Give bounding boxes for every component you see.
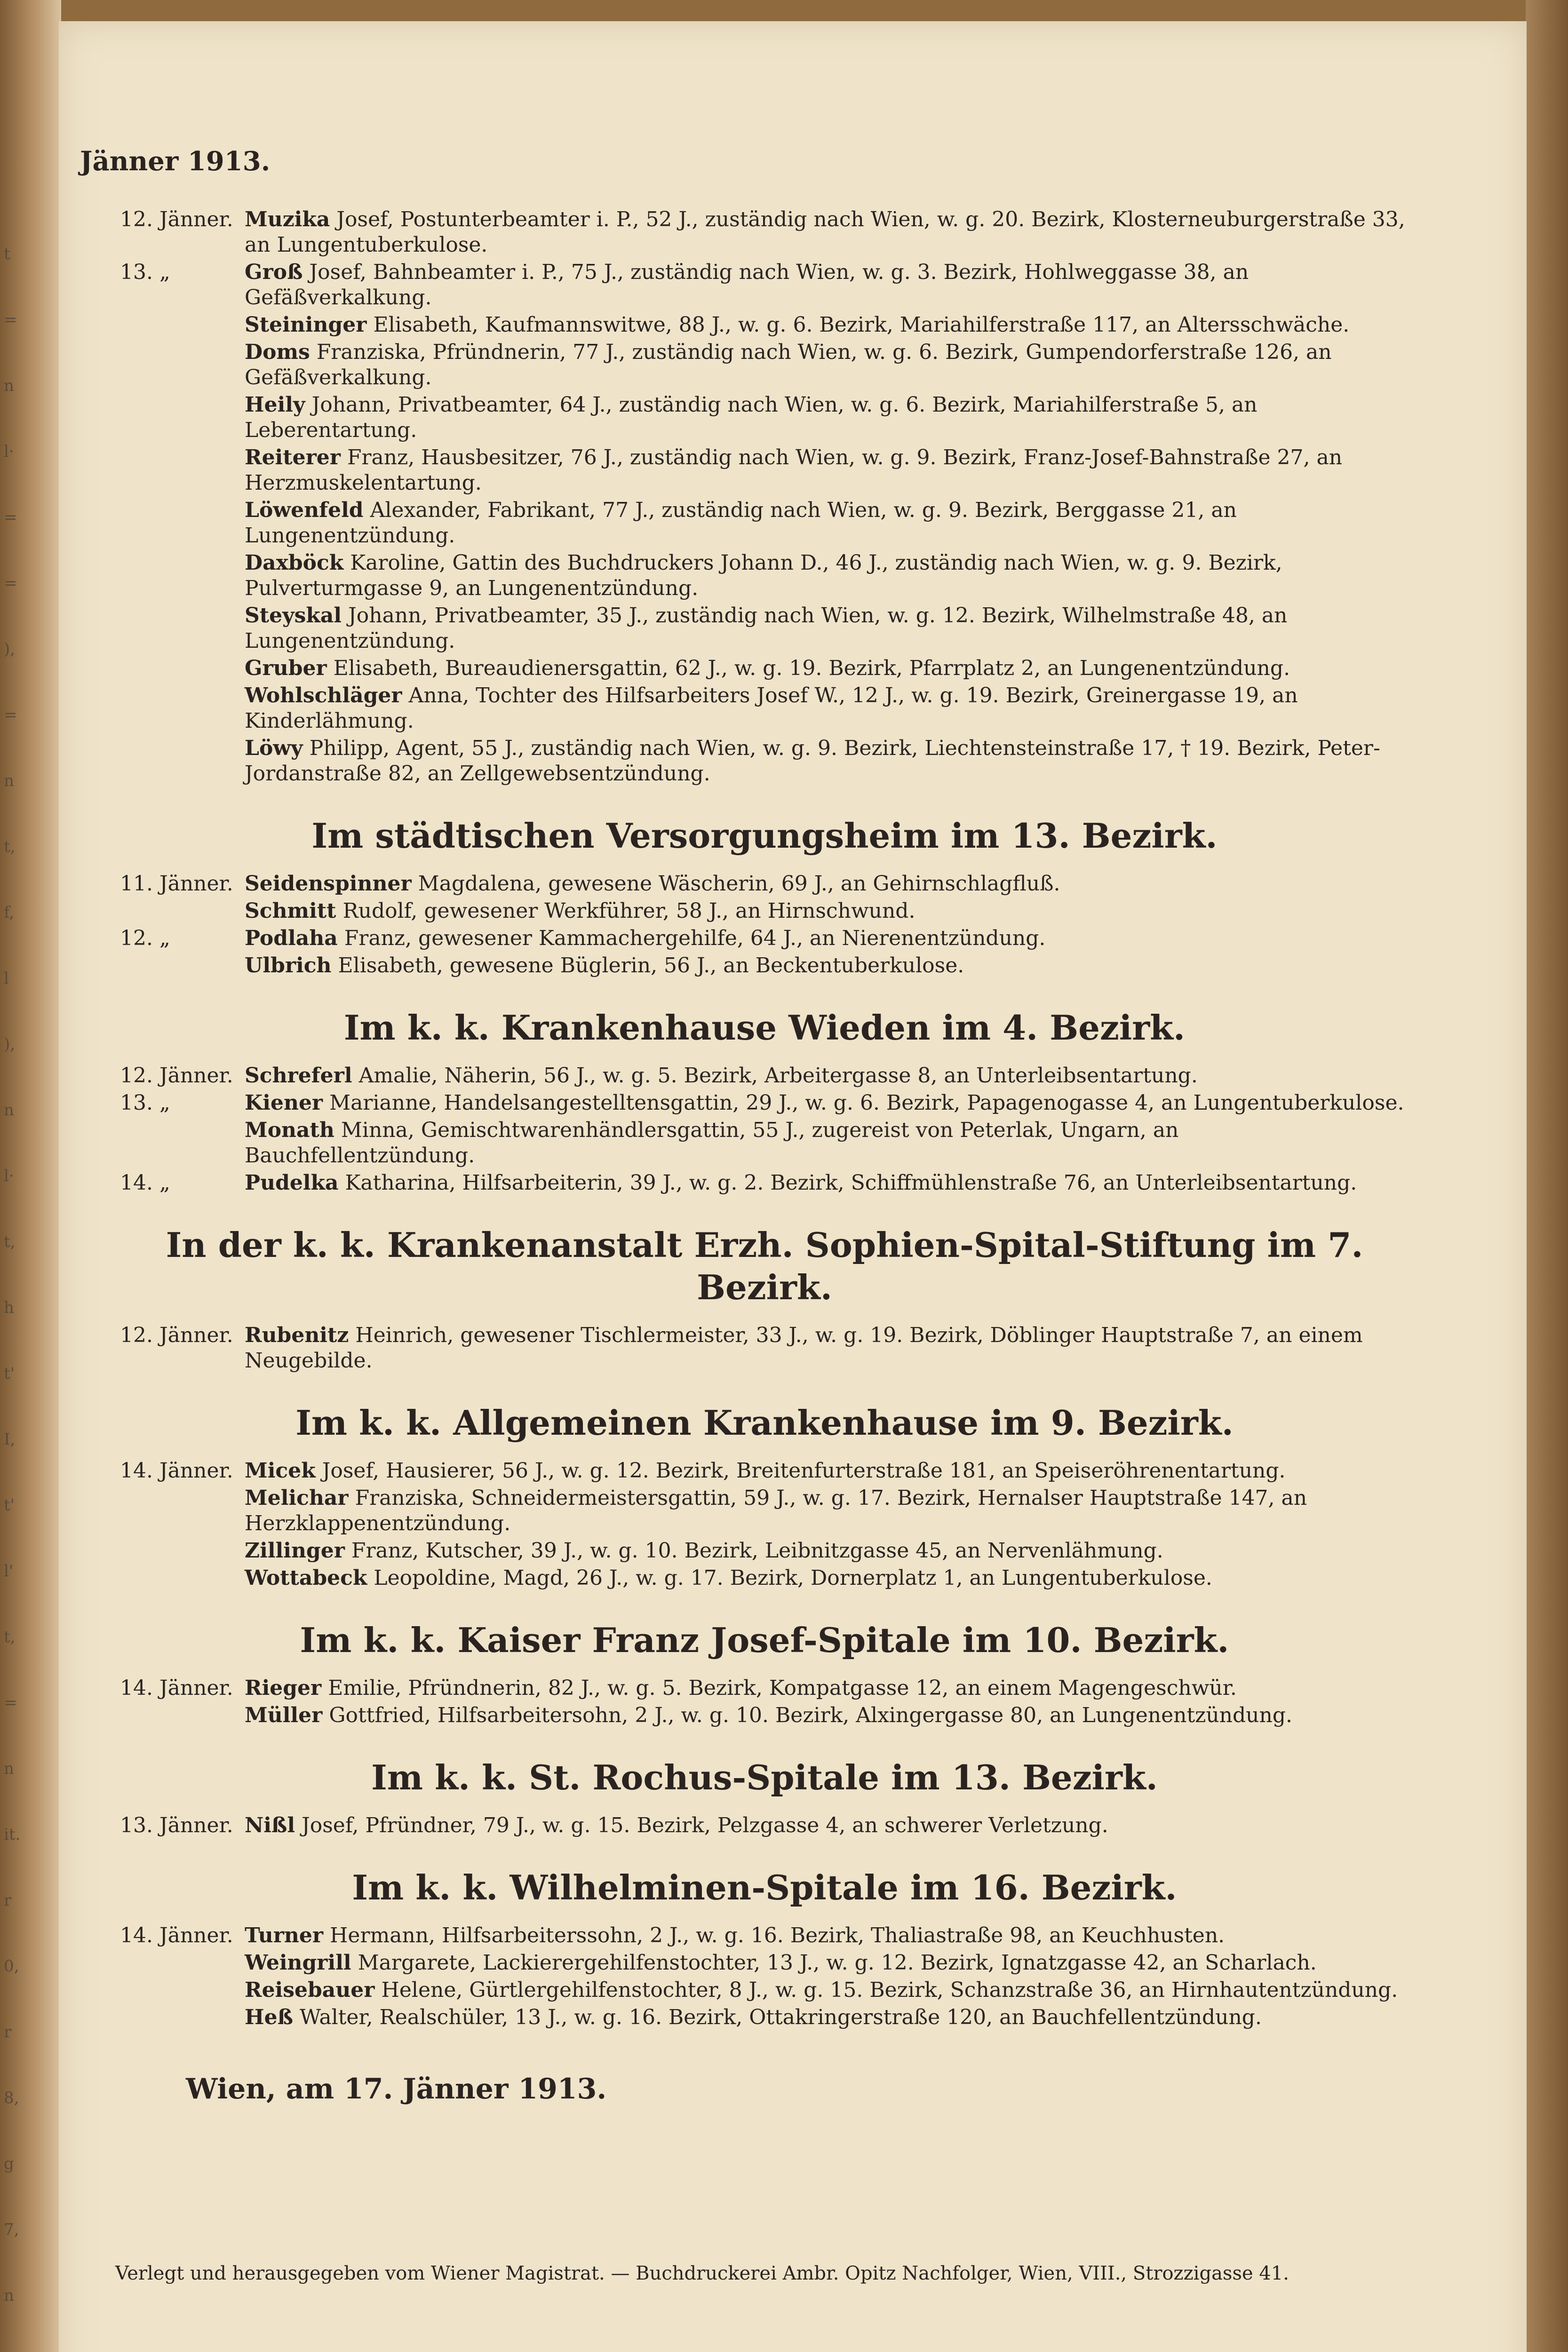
entry-details: Magdalena, gewesene Wäscherin, 69 J., an Gehirnschlagfluß. — [418, 872, 1060, 896]
entry-surname: Seidenspinner — [245, 872, 412, 896]
running-head: Jänner 1913. — [80, 146, 271, 177]
entry-details: Gottfried, Hilfsarbeitersohn, 2 J., w. g. 10. Bezirk, Alxingergasse 80, an Lungenentzündung. — [329, 1703, 1293, 1727]
entry-details: Alexander, Fabrikant, 77 J., zuständig nach Wien, w. g. 9. Bezirk, Berggasse 21, an Lungenentzündung. — [245, 498, 1237, 548]
entry-surname: Daxböck — [245, 551, 344, 575]
entry-details: Hermann, Hilfsarbeiterssohn, 2 J., w. g. 16. Bezirk, Thaliastraße 98, an Keuchhusten. — [330, 1923, 1225, 1947]
right-page-edge — [1526, 0, 1568, 2352]
margin-mark: t, — [4, 1628, 16, 1646]
section-heading: Im k. k. Krankenhause Wieden im 4. Bezirk. — [343, 1008, 1186, 1048]
section-heading: In der k. k. Krankenanstalt Erzh. Sophien-Spital-Stiftung im 7. Bezirk. — [166, 1225, 1363, 1307]
register-entry — [120, 1170, 1409, 1196]
register-entry — [120, 498, 1409, 548]
entry-details: Anna, Tochter des Hilfsarbeiters Josef W., 12 J., w. g. 19. Bezirk, Greinergasse 19, an Kinderlähmung. — [245, 683, 1298, 733]
register-entry — [120, 1118, 1409, 1168]
register-entry — [120, 1458, 1409, 1484]
entry-details: Josef, Bahnbeamter i. P., 75 J., zuständig nach Wien, w. g. 3. Bezirk, Hohlweggasse 38, an Gefäßverkalkung. — [245, 260, 1249, 310]
entry-surname: Turner — [245, 1923, 324, 1947]
death-register — [120, 207, 1409, 2106]
entry-surname: Rieger — [245, 1676, 322, 1700]
margin-mark: n — [4, 1759, 14, 1778]
register-entry — [120, 1703, 1409, 1728]
entry-date: 13. „ — [120, 260, 170, 284]
register-entry — [120, 340, 1409, 390]
margin-mark: h — [4, 1298, 14, 1317]
entry-details: Franz, Kutscher, 39 J., w. g. 10. Bezirk, Leibnitzgasse 45, an Nervenlähmung. — [351, 1539, 1163, 1563]
entry-date: 12. Jänner. — [120, 207, 233, 231]
entry-details: Katharina, Hilfsarbeiterin, 39 J., w. g. 2. Bezirk, Schiffmühlenstraße 76, an Unterleibsentartung. — [345, 1171, 1357, 1195]
margin-mark: l· — [4, 1167, 14, 1185]
entry-date: 11. Jänner. — [120, 872, 233, 896]
entry-date: 13. Jänner. — [120, 1813, 233, 1837]
entry-surname: Schreferl — [245, 1064, 352, 1088]
margin-mark: n — [4, 771, 14, 790]
register-entry — [120, 1538, 1409, 1564]
register-entry — [120, 656, 1409, 681]
entry-surname: Podlaha — [245, 926, 338, 950]
margin-mark: l' — [4, 1562, 14, 1581]
margin-mark: = — [4, 310, 17, 329]
entry-details: Leopoldine, Magd, 26 J., w. g. 17. Bezirk, Dornerplatz 1, an Lungentuberkulose. — [374, 1566, 1212, 1590]
entry-surname: Heß — [245, 2005, 293, 2029]
margin-mark: = — [4, 706, 17, 724]
entry-surname: Doms — [245, 340, 310, 364]
entry-details: Franziska, Pfründnerin, 77 J., zuständig nach Wien, w. g. 6. Bezirk, Gumpendorferstraße 126, an Gefäßverkalkung. — [245, 340, 1332, 389]
margin-mark: t' — [4, 1364, 15, 1383]
section-heading: Im k. k. Allgemeinen Krankenhause im 9. Bezirk. — [295, 1403, 1234, 1443]
register-entry — [120, 260, 1409, 310]
margin-mark: g — [4, 2154, 14, 2173]
register-entry — [120, 603, 1409, 654]
entry-details: Johann, Privatbeamter, 64 J., zuständig nach Wien, w. g. 6. Bezirk, Mariahilferstraße 5, an Leberentartung. — [245, 393, 1258, 442]
entry-details: Franz, gewesener Kammachergehilfe, 64 J., an Nierenentzündung. — [344, 926, 1046, 950]
section-heading: Im städtischen Versorgungsheim im 13. Bezirk. — [311, 816, 1218, 856]
entry-date: 12. „ — [120, 926, 170, 950]
entry-surname: Groß — [245, 260, 303, 284]
entry-surname: Gruber — [245, 656, 327, 680]
entry-date: 12. Jänner. — [120, 1064, 233, 1088]
register-entry — [120, 1565, 1409, 1591]
entry-surname: Reisebauer — [245, 1978, 375, 2002]
entry-date: 12. Jänner. — [120, 1323, 233, 1347]
register-entry — [120, 1676, 1409, 1701]
section-heading: Im k. k. Kaiser Franz Josef-Spitale im 10. Bezirk. — [300, 1620, 1229, 1660]
entry-details: Rudolf, gewesener Werkführer, 58 J., an Hirnschwund. — [342, 899, 915, 923]
register-entry — [120, 953, 1409, 978]
margin-mark: r — [4, 2023, 12, 2042]
margin-mark: = — [4, 1693, 17, 1712]
entry-surname: Steininger — [245, 313, 367, 337]
margin-mark: n — [4, 2286, 14, 2305]
entry-details: Josef, Pfründner, 79 J., w. g. 15. Bezirk, Pelzgasse 4, an schwerer Verletzung. — [302, 1813, 1108, 1837]
entry-details: Philipp, Agent, 55 J., zuständig nach Wien, w. g. 9. Bezirk, Liechtensteinstraße 17, † 19. Bezirk, Peter-Jordanstraße 82, an Zellgewebsentzündung. — [245, 736, 1380, 786]
entry-details: Heinrich, gewesener Tischlermeister, 33 J., w. g. 19. Bezirk, Döblinger Hauptstraße 7, an einem Neugebilde. — [245, 1323, 1363, 1373]
entry-surname: Pudelka — [245, 1171, 339, 1195]
register-entry — [120, 1923, 1409, 1948]
entry-surname: Müller — [245, 1703, 323, 1727]
margin-mark: = — [4, 574, 17, 593]
closing-dateline: Wien, am 17. Jänner 1913. — [186, 2073, 607, 2106]
entry-surname: Monath — [245, 1118, 334, 1142]
entry-date: 14. Jänner. — [120, 1459, 233, 1483]
register-entry — [120, 392, 1409, 443]
entry-details: Josef, Postunterbeamter i. P., 52 J., zuständig nach Wien, w. g. 20. Bezirk, Klosterneuburgerstraße 33, an Lungentuberkulose. — [245, 207, 1405, 257]
entry-surname: Heily — [245, 393, 305, 417]
margin-mark: t, — [4, 837, 16, 856]
entry-details: Helene, Gürtlergehilfenstochter, 8 J., w. g. 15. Bezirk, Schanzstraße 36, an Hirnhautentzündung. — [381, 1978, 1398, 2002]
register-entry — [120, 1323, 1409, 1374]
section-heading: Im k. k. Wilhelminen-Spitale im 16. Bezirk. — [352, 1867, 1177, 1907]
entry-surname: Löwy — [245, 736, 303, 760]
entry-surname: Zillinger — [245, 1539, 345, 1563]
entry-details: Elisabeth, gewesene Büglerin, 56 J., an Beckentuberkulose. — [338, 954, 964, 977]
entry-details: Elisabeth, Kaufmannswitwe, 88 J., w. g. 6. Bezirk, Mariahilferstraße 117, an Altersschwäche. — [373, 313, 1350, 337]
register-entry — [120, 683, 1409, 734]
register-entry — [120, 1978, 1409, 2003]
entry-details: Amalie, Näherin, 56 J., w. g. 5. Bezirk, Arbeitergasse 8, an Unterleibsentartung. — [358, 1064, 1198, 1088]
entry-surname: Weingrill — [245, 1951, 351, 1975]
register-entry — [120, 1486, 1409, 1536]
register-entry — [120, 736, 1409, 787]
entry-surname: Nißl — [245, 1813, 295, 1837]
entry-surname: Wohlschläger — [245, 683, 402, 707]
entry-details: Marianne, Handelsangestelltensgattin, 29 J., w. g. 6. Bezirk, Papagenogasse 4, an Lungentuberkulose. — [329, 1091, 1404, 1115]
margin-mark: t, — [4, 1232, 16, 1251]
register-entry — [120, 550, 1409, 601]
register-entry — [120, 1813, 1409, 1838]
entry-surname: Ulbrich — [245, 954, 332, 977]
margin-mark: ), — [4, 640, 16, 659]
entry-surname: Kiener — [245, 1091, 323, 1115]
entry-date: 14. Jänner. — [120, 1676, 233, 1700]
margin-mark: r — [4, 1891, 12, 1910]
margin-mark: 7, — [4, 2220, 19, 2239]
entry-surname: Schmitt — [245, 899, 336, 923]
margin-mark: l — [4, 969, 9, 988]
margin-mark: t' — [4, 1496, 15, 1515]
register-entry — [120, 1063, 1409, 1089]
entry-surname: Muzika — [245, 207, 330, 231]
register-entry — [120, 898, 1409, 924]
register-entry — [120, 312, 1409, 338]
margin-mark: = — [4, 508, 17, 527]
entry-surname: Löwenfeld — [245, 498, 364, 522]
entry-surname: Steyskal — [245, 604, 342, 628]
register-entry — [120, 2005, 1409, 2030]
entry-surname: Micek — [245, 1459, 316, 1483]
register-entry — [120, 445, 1409, 496]
entry-details: Karoline, Gattin des Buchdruckers Johann D., 46 J., zuständig nach Wien, w. g. 9. Bezirk, Pulverturmgasse 9, an Lungenentzündung. — [245, 551, 1282, 600]
margin-mark: 8, — [4, 2089, 19, 2107]
register-entry — [120, 926, 1409, 951]
margin-mark: n — [4, 1101, 14, 1120]
entry-surname: Wottabeck — [245, 1566, 367, 1590]
entry-details: Elisabeth, Bureaudienersgattin, 62 J., w. g. 19. Bezirk, Pfarrplatz 2, an Lungenentzündung. — [333, 656, 1290, 680]
register-entry — [120, 1090, 1409, 1116]
register-entry — [120, 207, 1409, 258]
entry-surname: Reiterer — [245, 445, 341, 469]
entry-date: 13. „ — [120, 1091, 170, 1115]
imprint-line: Verlegt und herausgegeben vom Wiener Magistrat. — Buchdruckerei Ambr. Opitz Nachfolger, Wien, VIII., Strozzigasse 41. — [115, 2263, 1289, 2284]
entry-surname: Rubenitz — [245, 1323, 349, 1347]
section-heading: Im k. k. St. Rochus-Spitale im 13. Bezirk. — [371, 1757, 1158, 1797]
entry-details: Franz, Hausbesitzer, 76 J., zuständig nach Wien, w. g. 9. Bezirk, Franz-Josef-Bahnstraße 27, an Herzmuskelentartung. — [245, 445, 1343, 495]
margin-mark: t — [4, 245, 10, 263]
margin-mark: ), — [4, 1035, 16, 1054]
register-entry — [120, 871, 1409, 897]
entry-date: 14. „ — [120, 1171, 170, 1195]
margin-mark: it. — [4, 1825, 21, 1844]
margin-mark: I, — [4, 1430, 16, 1449]
entry-details: Margarete, Lackierergehilfenstochter, 13 J., w. g. 12. Bezirk, Ignatzgasse 42, an Scharlach. — [358, 1951, 1317, 1975]
margin-mark: f, — [4, 903, 15, 922]
entry-surname: Melichar — [245, 1486, 349, 1510]
entry-details: Walter, Realschüler, 13 J., w. g. 16. Bezirk, Ottakringerstraße 120, an Bauchfellentzündung. — [300, 2005, 1262, 2029]
margin-mark: 0, — [4, 1957, 19, 1976]
register-entry — [120, 1950, 1409, 1976]
entry-details: Franziska, Schneidermeistersgattin, 59 J., w. g. 17. Bezirk, Hernalser Hauptstraße 147, an Herzklappenentzündung. — [245, 1486, 1307, 1535]
entry-details: Emilie, Pfründnerin, 82 J., w. g. 5. Bezirk, Kompatgasse 12, an einem Magengeschwür. — [328, 1676, 1237, 1700]
entry-details: Josef, Hausierer, 56 J., w. g. 12. Bezirk, Breitenfurterstraße 181, an Speiseröhrenentartung. — [322, 1459, 1286, 1483]
entry-details: Johann, Privatbeamter, 35 J., zuständig nach Wien, w. g. 12. Bezirk, Wilhelmstraße 48, an Lungenentzündung. — [245, 604, 1288, 653]
margin-mark: l· — [4, 442, 14, 461]
entry-details: Minna, Gemischtwarenhändlersgattin, 55 J., zugereist von Peterlak, Ungarn, an Bauchfellentzündung. — [245, 1118, 1179, 1168]
margin-mark: n — [4, 376, 14, 395]
entry-date: 14. Jänner. — [120, 1923, 233, 1947]
